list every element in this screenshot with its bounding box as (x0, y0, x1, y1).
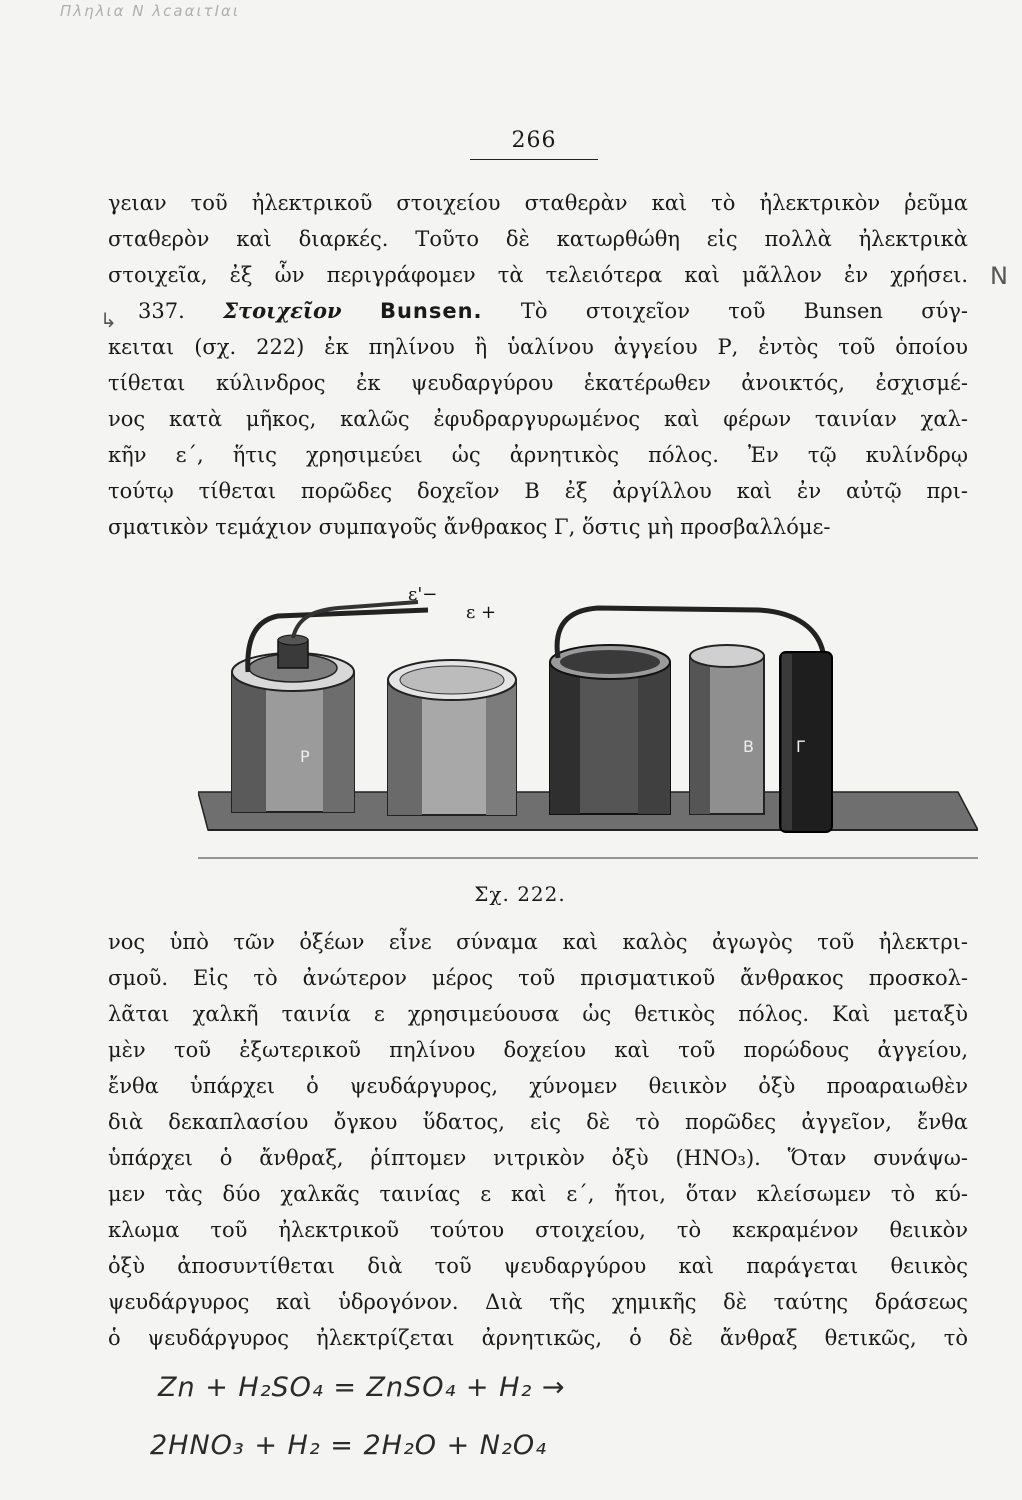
page-number: 266 (511, 128, 557, 153)
handwritten-equation-1: Zn + H₂SO₄ = ZnSO₄ + H₂ → (158, 1372, 566, 1403)
text-line: τούτῳ τίθεται πορῶδες δοχεῖον Β ἐξ ἀργίλλου καὶ ἐν αὐτῷ πρι- (108, 479, 968, 503)
text-line: ὀξὺ ἀποσυντίθεται διὰ τοῦ ψευδαργύρου καὶ παράγεται θειικὸς (108, 1254, 968, 1278)
text-line: κλωμα τοῦ ἠλεκτρικοῦ τούτου στοιχείου, τὸ κεκραμένον θειικὸν (108, 1218, 968, 1242)
text-line: σματικὸν τεμάχιον συμπαγοῦς ἄνθρακος Γ, ὅστις μὴ προσβαλλόμε- (108, 515, 831, 539)
text-line: μεν τὰς δύο χαλκᾶς ταινίας ε καὶ ε΄, ἤτοι, ὅταν κλείσωμεν τὸ κύ- (108, 1182, 968, 1206)
text-line: νος ὑπὸ τῶν ὀξέων εἶνε σύναμα καὶ καλὸς ἀγωγὸς τοῦ ἠλεκτρι- (108, 930, 968, 954)
label-epsilon-neg: ε'− (408, 584, 438, 605)
label-p: P (300, 747, 310, 766)
figure-caption: Σχ. 222. (474, 882, 566, 906)
section-title: Στοιχεῖον (223, 298, 342, 323)
text-line: κῆν ε΄, ἥτις χρησιμεύει ὡς ἀρνητικὸς πόλος. Ἐν τῷ κυλίνδρῳ (108, 443, 968, 467)
paragraph-top (108, 185, 968, 545)
section-number: 337. (138, 299, 185, 323)
text-line: ὁ ψευδάργυρος ἠλεκτρίζεται ἀρνητικῶς, ὁ δὲ ἄνθραξ θετικῶς, τὸ (108, 1326, 968, 1350)
text-line: ψευδάργυρος καὶ ὑδρογόνον. Διὰ τῆς χημικῆς δὲ ταύτης δράσεως (108, 1290, 968, 1314)
text-line: λᾶται χαλκῆ ταινία ε χρησιμεύουσα ὡς θετικὸς πόλος. Καὶ μεταξὺ (108, 1002, 968, 1026)
label-epsilon-pos: ε + (466, 602, 497, 623)
text-line: στοιχεῖα, ἐξ ὧν περιγράφομεν τὰ τελειότερα καὶ μᾶλλον ἐν χρήσει. (108, 263, 968, 287)
text-line: γειαν τοῦ ἠλεκτρικοῦ στοιχείου σταθερὰν καὶ τὸ ἠλεκτρικὸν ῥεῦμα (108, 191, 968, 215)
label-b: B (743, 737, 754, 756)
text-line: τίθεται κύλινδρος ἐκ ψευδαργύρου ἑκατέρωθεν ἀνοικτός, ἐσχισμέ- (108, 371, 968, 395)
text-line: κειται (σχ. 222) ἐκ πηλίνου ἢ ὑαλίνου ἀγγείου Ρ, ἐντὸς τοῦ ὁποίου (108, 335, 968, 359)
header-rule (470, 159, 598, 160)
text-line: σταθερὸν καὶ διαρκές. Τοῦτο δὲ κατωρθώθη εἰς πολλὰ ἠλεκτρικὰ (108, 227, 968, 251)
text-line: διὰ δεκαπλασίου ὄγκου ὕδατος, εἰς δὲ τὸ πορῶδες ἀγγεῖον, ἔνθα (108, 1110, 968, 1134)
bunsen-cell-figure (198, 580, 978, 865)
text-line: μὲν τοῦ ἐξωτερικοῦ πηλίνου δοχείου καὶ τοῦ πορώδους ἀγγείου, (108, 1038, 968, 1062)
section-title-name: Bunsen. (379, 299, 483, 323)
margin-mark: ↳ (100, 308, 117, 332)
section-line-rest: Τὸ στοιχεῖον τοῦ Bunsen σύγ- (520, 299, 968, 323)
margin-handwritten-mark: N (990, 262, 1008, 290)
handwritten-equation-2: 2HNO₃ + H₂ = 2H₂O + N₂O₄ (150, 1430, 547, 1461)
paragraph-bottom (108, 924, 968, 1356)
label-g: Γ (796, 737, 805, 756)
top-scribble: Πληλια Ν λcaαιτΙαι (60, 2, 240, 20)
text-line: ὑπάρχει ὁ ἄνθραξ, ῥίπτομεν νιτρικὸν ὀξὺ (ΗΝΟ₃). Ὅταν συνάψω- (108, 1146, 968, 1170)
text-line: νος κατὰ μῆκος, καλῶς ἐφυδραργυρωμένος καὶ φέρων ταινίαν χαλ- (108, 407, 968, 431)
text-line: σμοῦ. Εἰς τὸ ἀνώτερον μέρος τοῦ πρισματικοῦ ἄνθρακος προσκολ- (108, 966, 968, 990)
text-line: ἔνθα ὑπάρχει ὁ ψευδάργυρος, χύνομεν θειικὸν ὀξὺ προαραιωθὲν (108, 1074, 968, 1098)
section-heading-line (108, 293, 968, 329)
